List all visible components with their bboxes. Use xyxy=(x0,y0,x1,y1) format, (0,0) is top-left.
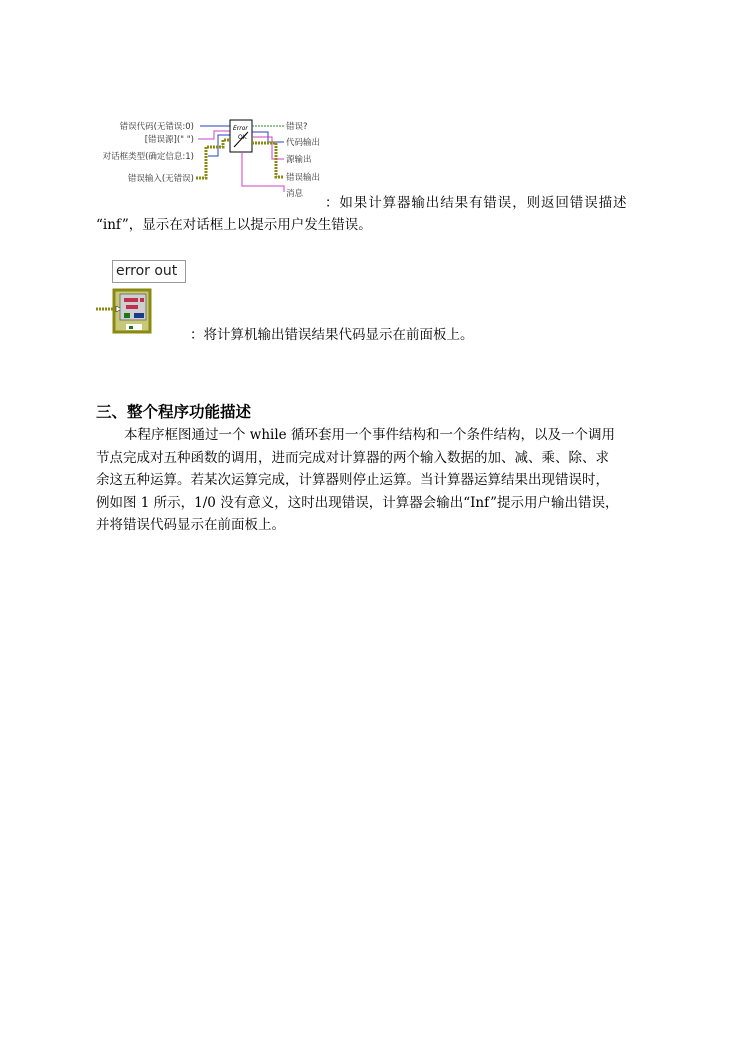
body-line-4: 例如图 1 所示，1/0 没有意义，这时出现错误，计算器会输出“Inf”提示用户输出错误， xyxy=(96,494,619,511)
output-label-message: 消息 xyxy=(286,189,304,199)
section-heading: 三、整个程序功能描述 xyxy=(96,403,252,421)
input-label-dialog-type: 对话框类型(确定信息:1) xyxy=(102,152,194,162)
body-line-1: 本程序框图通过一个 while 循环套用一个事件结构和一个条件结构，以及一个调用 xyxy=(124,427,615,443)
error-out-indicator xyxy=(96,258,192,338)
error-out-terminal-icon xyxy=(96,288,192,338)
error-handler-diagram xyxy=(96,112,326,200)
body-line-5: 并将错误代码显示在前面板上。 xyxy=(96,517,285,533)
error-handler-description-line2: “inf”，显示在对话框上以提示用户发生错误。 xyxy=(96,217,372,233)
error-out-description: ：将计算机输出错误结果代码显示在前面板上。 xyxy=(190,327,474,343)
input-label-error-code: 错误代码(无错误:0) xyxy=(119,122,194,132)
node-error-text: Error xyxy=(233,125,248,132)
output-label-source-out: 源输出 xyxy=(286,155,312,165)
error-out-label-box xyxy=(112,260,186,283)
output-label-code-out: 代码输出 xyxy=(286,138,321,148)
body-line-2: 节点完成对五种函数的调用，进而完成对计算器的两个输入数据的加、减、乘、除、求 xyxy=(96,449,609,466)
input-label-error-in: 错误输入(无错误) xyxy=(127,174,194,184)
input-label-error-source: [错误源](" ") xyxy=(144,135,194,145)
output-label-error-out: 错误输出 xyxy=(286,173,321,183)
body-line-3: 余这五种运算。若某次运算完成，计算器则停止运算。当计算器运算结果出现错误时， xyxy=(96,472,609,488)
error-out-label: error out xyxy=(116,263,178,279)
node-ok-text: OK xyxy=(238,134,247,141)
error-handler-description-line1: ：如果计算器输出结果有错误，则返回错误描述 xyxy=(325,195,628,211)
output-label-error: 错误? xyxy=(286,122,308,132)
